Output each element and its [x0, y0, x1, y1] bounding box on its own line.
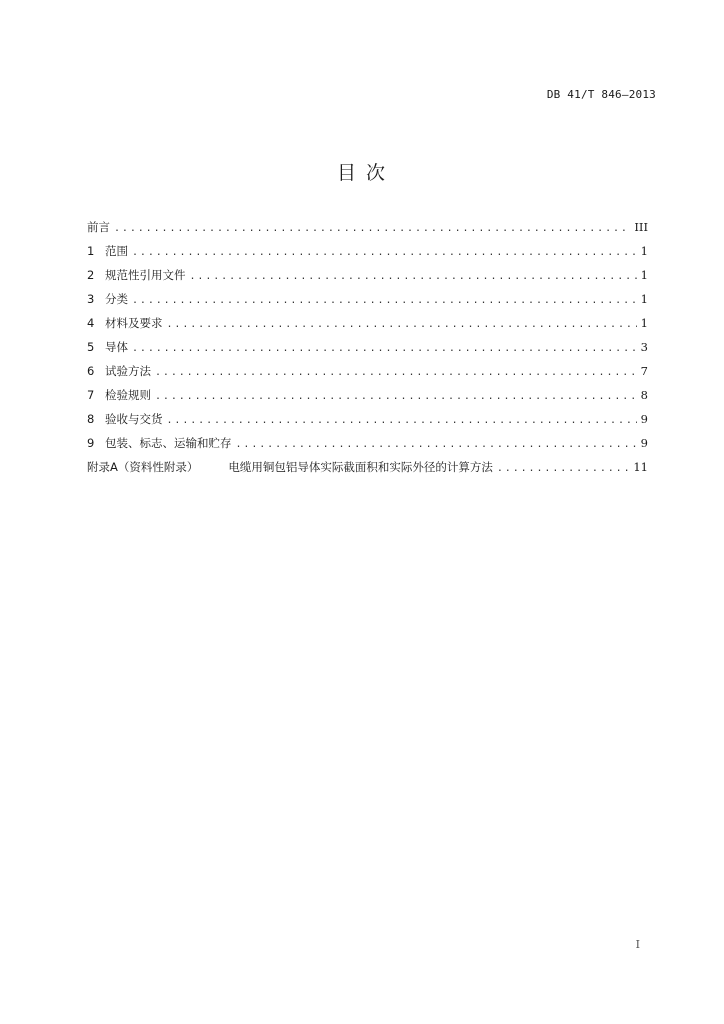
toc-item-label: 验收与交货	[105, 412, 163, 426]
toc-item-page: 3	[640, 340, 648, 354]
toc-item-number: 8	[87, 412, 95, 426]
toc-item-page: 9	[640, 436, 648, 450]
toc-item-label: 前言	[87, 220, 110, 234]
appendix-title: 电缆用铜包铝导体实际截面积和实际外径的计算方法	[228, 460, 493, 474]
dot-leader	[155, 361, 637, 385]
toc-item-page: 11	[633, 460, 648, 474]
toc-item-packaging-marking[interactable]	[87, 431, 648, 455]
toc-item-inspection-rules[interactable]	[87, 383, 648, 407]
dot-leader	[132, 337, 637, 361]
toc-item-page: 1	[640, 244, 648, 258]
toc-item-materials-requirements[interactable]	[87, 311, 648, 335]
dot-leader	[497, 457, 629, 481]
toc-item-scope[interactable]	[87, 239, 648, 263]
dot-leader	[167, 313, 637, 337]
page-number: I	[635, 938, 640, 951]
toc-item-label: 规范性引用文件	[105, 268, 186, 282]
toc-item-normative-references[interactable]	[87, 263, 648, 287]
toc-item-number: 5	[87, 340, 95, 354]
toc-item-label: 分类	[105, 292, 128, 306]
toc-item-classification[interactable]	[87, 287, 648, 311]
document-code: DB 41/T 846—2013	[546, 88, 656, 101]
toc-item-label: 材料及要求	[105, 316, 163, 330]
toc-item-number: 6	[87, 364, 95, 378]
dot-leader	[132, 241, 637, 265]
toc-item-label: 检验规则	[105, 388, 151, 402]
toc-item-appendix-a[interactable]	[87, 455, 648, 479]
toc-item-label: 范围	[105, 244, 128, 258]
toc-title: 目 次	[336, 162, 388, 184]
toc-item-foreword[interactable]	[87, 215, 648, 239]
toc-item-page: 1	[640, 316, 648, 330]
toc-item-number: 4	[87, 316, 95, 330]
toc-list	[87, 215, 648, 479]
toc-item-number: 9	[87, 436, 95, 450]
toc-item-test-methods[interactable]	[87, 359, 648, 383]
appendix-label: 附录A（资料性附录）	[87, 460, 199, 474]
dot-leader	[167, 409, 637, 433]
toc-item-page: III	[634, 220, 648, 234]
dot-leader	[155, 385, 637, 409]
dot-leader	[236, 433, 637, 457]
toc-item-page: 7	[640, 364, 648, 378]
toc-item-label: 导体	[105, 340, 128, 354]
toc-item-page: 8	[640, 388, 648, 402]
dot-leader	[190, 265, 637, 289]
dot-leader	[132, 289, 637, 313]
toc-item-page: 1	[640, 268, 648, 282]
toc-item-number: 2	[87, 268, 95, 282]
toc-item-label: 包装、标志、运输和贮存	[105, 436, 232, 450]
toc-item-acceptance-delivery[interactable]	[87, 407, 648, 431]
toc-item-number: 7	[87, 388, 95, 402]
dot-leader	[114, 217, 630, 241]
toc-item-page: 9	[640, 412, 648, 426]
toc-item-page: 1	[640, 292, 648, 306]
toc-item-conductor[interactable]	[87, 335, 648, 359]
toc-item-number: 3	[87, 292, 95, 306]
toc-item-label: 试验方法	[105, 364, 151, 378]
toc-item-number: 1	[87, 244, 95, 258]
